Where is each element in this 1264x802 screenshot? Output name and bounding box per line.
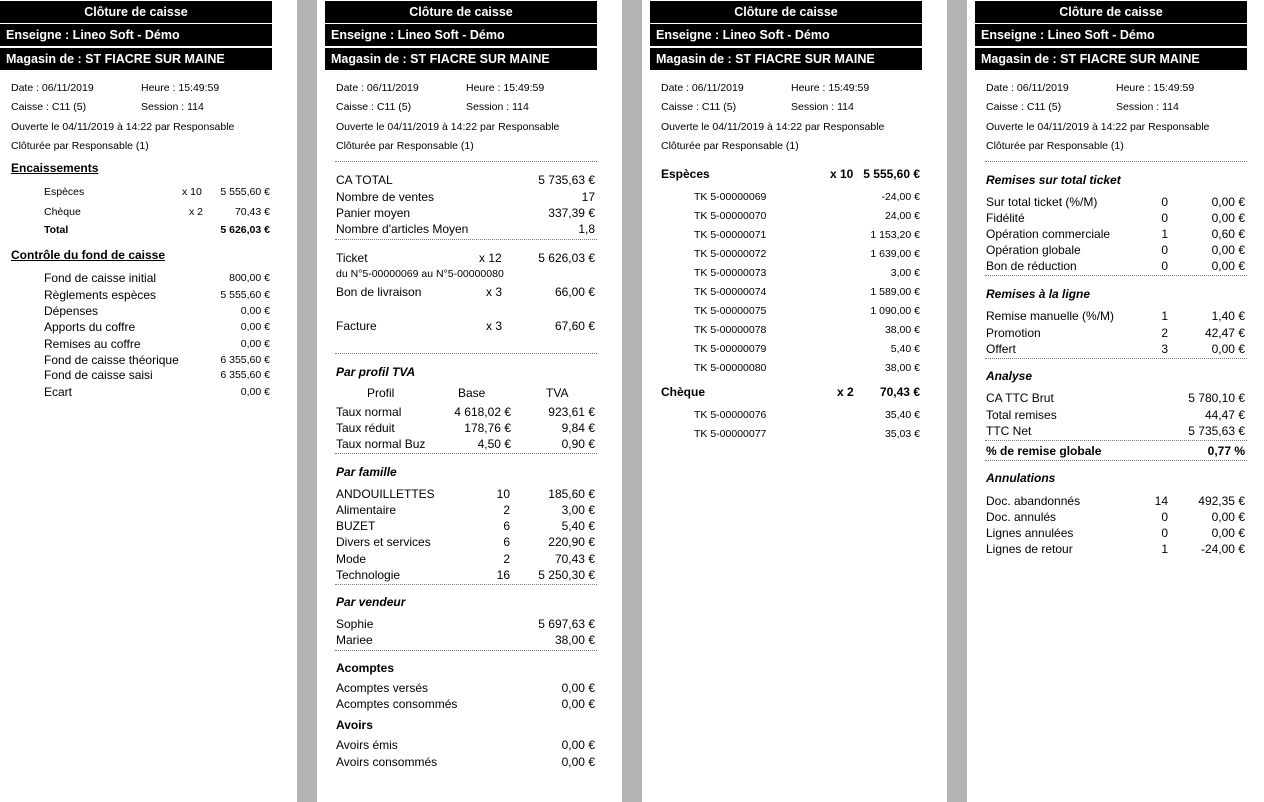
controle-label: Ecart [44, 385, 73, 399]
encaissement-value: 70,43 € [234, 206, 270, 218]
rtt-qty: 0 [1161, 243, 1168, 257]
cloturee-text: Clôturée par Responsable (1) [661, 140, 799, 152]
tva-header-tva: TVA [546, 386, 569, 400]
encaissement-count: x 10 [182, 186, 202, 198]
famille-label: Divers et services [336, 535, 431, 549]
famille-qty: 6 [503, 519, 510, 533]
summary-label: Nombre de ventes [336, 190, 435, 204]
annul-value: 492,35 € [1198, 494, 1245, 508]
summary-value: 1,8 [578, 222, 595, 236]
acomptes-label: Acomptes versés [336, 681, 429, 695]
tva-row-label: Taux réduit [336, 421, 395, 435]
annul-value: 0,00 € [1211, 526, 1245, 540]
ticket-ref: TK 5-00000076 [694, 409, 767, 421]
encaissements-heading: Encaissements [11, 161, 99, 175]
rtt-value: 0,00 € [1211, 259, 1245, 273]
famille-qty: 10 [496, 487, 510, 501]
cloturee-text: Clôturée par Responsable (1) [336, 140, 474, 152]
session-text: Session : 114 [791, 101, 854, 113]
summary-value: 17 [581, 190, 595, 204]
ticket-ref: TK 5-00000074 [694, 286, 767, 298]
analyse-label: TTC Net [986, 424, 1032, 438]
ticket-panel-1 [0, 0, 272, 802]
facture-label: Facture [336, 319, 377, 333]
rl-qty: 2 [1161, 326, 1168, 340]
controle-label: Remises au coffre [44, 337, 141, 351]
separator [335, 239, 597, 240]
encaissement-value: 5 555,60 € [220, 186, 270, 198]
famille-qty: 2 [503, 503, 510, 517]
annul-qty: 0 [1161, 510, 1168, 524]
avoirs-value: 0,00 € [561, 738, 595, 752]
tva-heading: Par profil TVA [336, 365, 416, 379]
date-text: Date : 06/11/2019 [336, 82, 419, 94]
controle-value: 5 555,60 € [220, 289, 270, 301]
cloturee-text: Clôturée par Responsable (1) [986, 140, 1124, 152]
separator [335, 161, 597, 162]
caisse-text: Caisse : C11 (5) [11, 101, 87, 113]
vendeur-value: 5 697,63 € [538, 617, 595, 631]
controle-heading: Contrôle du fond de caisse [11, 248, 166, 262]
panel-title: Clôture de caisse [650, 1, 922, 23]
cheque-label: Chèque [661, 385, 706, 399]
ticket-amount: 35,40 € [884, 409, 920, 421]
ouverte-text: Ouverte le 04/11/2019 à 14:22 par Responsable [11, 121, 235, 133]
panel-title: Clôture de caisse [325, 1, 597, 23]
facture-count: x 3 [486, 319, 503, 333]
rl-label: Offert [986, 342, 1016, 356]
ouverte-text: Ouverte le 04/11/2019 à 14:22 par Responsable [661, 121, 885, 133]
ticket-amount: 5,40 € [890, 343, 920, 355]
session-text: Session : 114 [1116, 101, 1179, 113]
ticket-ref: TK 5-00000072 [694, 248, 767, 260]
controle-value: 0,00 € [240, 321, 270, 333]
famille-value: 5 250,30 € [538, 568, 595, 582]
famille-qty: 2 [503, 552, 510, 566]
ticket-amount: 3,00 € [890, 267, 920, 279]
summary-label: CA TOTAL [336, 173, 393, 187]
acomptes-label: Acomptes consommés [336, 697, 458, 711]
panel-gutter [297, 0, 317, 802]
annul-qty: 14 [1154, 494, 1168, 508]
annul-label: Lignes de retour [986, 542, 1073, 556]
famille-label: BUZET [336, 519, 376, 533]
analyse-label: Total remises [986, 408, 1057, 422]
session-text: Session : 114 [141, 101, 204, 113]
separator [335, 453, 597, 454]
magasin-bar: Magasin de : ST FIACRE SUR MAINE [0, 48, 272, 70]
caisse-text: Caisse : C11 (5) [986, 101, 1062, 113]
enseigne-bar: Enseigne : Lineo Soft - Démo [650, 24, 922, 46]
rtt-qty: 0 [1161, 259, 1168, 273]
tva-row-tva: 0,90 € [561, 437, 595, 451]
heure-text: Heure : 15:49:59 [791, 82, 870, 94]
magasin-bar: Magasin de : ST FIACRE SUR MAINE [650, 48, 922, 70]
controle-label: Fond de caisse initial [44, 271, 157, 285]
avoirs-label: Avoirs émis [336, 738, 398, 752]
summary-label: Nombre d'articles Moyen [336, 222, 469, 236]
tva-row-label: Taux normal Buz [336, 437, 426, 451]
ticket-ref: TK 5-00000078 [694, 324, 767, 336]
heure-text: Heure : 15:49:59 [141, 82, 220, 94]
controle-value: 0,00 € [240, 338, 270, 350]
rtt-label: Bon de réduction [986, 259, 1077, 273]
tva-row-base: 178,76 € [464, 421, 511, 435]
session-text: Session : 114 [466, 101, 529, 113]
rl-value: 0,00 € [1211, 342, 1245, 356]
rl-value: 1,40 € [1211, 309, 1245, 323]
tva-row-label: Taux normal [336, 405, 402, 419]
date-text: Date : 06/11/2019 [11, 82, 94, 94]
avoirs-heading: Avoirs [336, 718, 373, 732]
remise-globale-label: % de remise globale [986, 444, 1102, 458]
annul-label: Lignes annulées [986, 526, 1074, 540]
tva-row-tva: 9,84 € [561, 421, 595, 435]
ticket-value: 5 626,03 € [538, 251, 595, 265]
separator [985, 358, 1247, 359]
ticket-ref: TK 5-00000071 [694, 229, 767, 241]
bl-label: Bon de livraison [336, 285, 422, 299]
total-label: Total [44, 224, 69, 236]
separator [335, 584, 597, 585]
tva-row-base: 4,50 € [477, 437, 511, 451]
ticket-amount: 24,00 € [884, 210, 920, 222]
ticket-amount: 1 090,00 € [870, 305, 920, 317]
ticket-count: x 12 [479, 251, 502, 265]
famille-qty: 16 [496, 568, 510, 582]
ticket-label: Ticket [336, 251, 368, 265]
controle-label: Fond de caisse théorique [44, 353, 179, 367]
caisse-text: Caisse : C11 (5) [336, 101, 412, 113]
famille-value: 5,40 € [561, 519, 595, 533]
vendeur-label: Mariee [336, 633, 373, 647]
ticket-amount: 1 639,00 € [870, 248, 920, 260]
famille-qty: 6 [503, 535, 510, 549]
analyse-value: 5 735,63 € [1188, 424, 1245, 438]
separator [335, 650, 597, 651]
ticket-ref: TK 5-00000069 [694, 191, 767, 203]
panel-title: Clôture de caisse [975, 1, 1247, 23]
panel-gutter [622, 0, 642, 802]
ouverte-text: Ouverte le 04/11/2019 à 14:22 par Responsable [336, 121, 560, 133]
summary-value: 5 735,63 € [538, 173, 595, 187]
ticket-amount: -24,00 € [881, 191, 920, 203]
especes-label: Espèces [661, 167, 710, 181]
avoirs-value: 0,00 € [561, 755, 595, 769]
cheque-value: 70,43 € [879, 385, 920, 399]
ticket-ref: TK 5-00000075 [694, 305, 767, 317]
summary-value: 337,39 € [548, 206, 595, 220]
rl-heading: Remises à la ligne [986, 287, 1091, 301]
tva-header-base: Base [458, 386, 486, 400]
enseigne-bar: Enseigne : Lineo Soft - Démo [975, 24, 1247, 46]
controle-label: Fond de caisse saisi [44, 368, 153, 382]
rl-qty: 1 [1161, 309, 1168, 323]
date-text: Date : 06/11/2019 [986, 82, 1069, 94]
tva-row-tva: 923,61 € [548, 405, 595, 419]
ticket-ref: TK 5-00000080 [694, 362, 767, 374]
annul-label: Doc. abandonnés [986, 494, 1081, 508]
rl-qty: 3 [1161, 342, 1168, 356]
ticket-amount: 1 153,20 € [870, 229, 920, 241]
rl-label: Promotion [986, 326, 1041, 340]
cheque-count: x 2 [837, 385, 854, 399]
ticket-amount: 1 589,00 € [870, 286, 920, 298]
encaissement-count: x 2 [189, 206, 204, 218]
annul-heading: Annulations [986, 471, 1056, 485]
acomptes-heading: Acomptes [336, 661, 395, 675]
rtt-label: Fidélité [986, 211, 1025, 225]
controle-value: 6 355,60 € [220, 369, 270, 381]
famille-label: Mode [336, 552, 367, 566]
annul-value: -24,00 € [1200, 542, 1245, 556]
acomptes-value: 0,00 € [561, 697, 595, 711]
controle-label: Règlements espèces [44, 288, 157, 302]
famille-label: Alimentaire [336, 503, 397, 517]
annul-qty: 0 [1161, 526, 1168, 540]
bl-count: x 3 [486, 285, 503, 299]
rtt-value: 0,00 € [1211, 211, 1245, 225]
rtt-heading: Remises sur total ticket [986, 173, 1121, 187]
ticket-ref: TK 5-00000077 [694, 428, 767, 440]
ticket-panel-3 [650, 0, 922, 802]
famille-value: 185,60 € [548, 487, 595, 501]
heure-text: Heure : 15:49:59 [1116, 82, 1195, 94]
rtt-label: Opération commerciale [986, 227, 1111, 241]
especes-value: 5 555,60 € [863, 167, 920, 181]
cloturee-text: Clôturée par Responsable (1) [11, 140, 149, 152]
bl-value: 66,00 € [554, 285, 595, 299]
analyse-label: CA TTC Brut [986, 391, 1054, 405]
encaissement-label: Espèces [44, 186, 85, 198]
controle-label: Dépenses [44, 304, 99, 318]
especes-count: x 10 [830, 167, 854, 181]
controle-value: 0,00 € [240, 305, 270, 317]
famille-value: 220,90 € [548, 535, 595, 549]
enseigne-bar: Enseigne : Lineo Soft - Démo [0, 24, 272, 46]
magasin-bar: Magasin de : ST FIACRE SUR MAINE [975, 48, 1247, 70]
ticket-range: du N°5-00000069 au N°5-00000080 [336, 268, 504, 280]
annul-value: 0,00 € [1211, 510, 1245, 524]
tva-row-base: 4 618,02 € [454, 405, 511, 419]
separator [985, 275, 1247, 276]
magasin-bar: Magasin de : ST FIACRE SUR MAINE [325, 48, 597, 70]
annul-qty: 1 [1161, 542, 1168, 556]
analyse-heading: Analyse [986, 369, 1033, 383]
separator [335, 353, 597, 354]
vendeur-heading: Par vendeur [336, 595, 406, 609]
ticket-amount: 38,00 € [884, 362, 920, 374]
acomptes-value: 0,00 € [561, 681, 595, 695]
panel-gutter [947, 0, 967, 802]
ticket-ref: TK 5-00000070 [694, 210, 767, 222]
famille-heading: Par famille [336, 465, 397, 479]
rl-label: Remise manuelle (%/M) [986, 309, 1115, 323]
separator [985, 161, 1247, 162]
rtt-qty: 0 [1161, 211, 1168, 225]
rtt-qty: 0 [1161, 195, 1168, 209]
ticket-amount: 35,03 € [884, 428, 920, 440]
ticket-panel-2 [325, 0, 597, 802]
rtt-label: Sur total ticket (%/M) [986, 195, 1098, 209]
annul-label: Doc. annulés [986, 510, 1057, 524]
summary-label: Panier moyen [336, 206, 411, 220]
rtt-label: Opération globale [986, 243, 1081, 257]
date-text: Date : 06/11/2019 [661, 82, 744, 94]
total-value: 5 626,03 € [220, 224, 270, 236]
vendeur-label: Sophie [336, 617, 374, 631]
caisse-text: Caisse : C11 (5) [661, 101, 737, 113]
analyse-value: 44,47 € [1204, 408, 1245, 422]
enseigne-bar: Enseigne : Lineo Soft - Démo [325, 24, 597, 46]
remise-globale-value: 0,77 % [1207, 444, 1245, 458]
rtt-qty: 1 [1161, 227, 1168, 241]
ticket-ref: TK 5-00000073 [694, 267, 767, 279]
famille-value: 3,00 € [561, 503, 595, 517]
rtt-value: 0,60 € [1211, 227, 1245, 241]
facture-value: 67,60 € [554, 319, 595, 333]
famille-label: Technologie [336, 568, 401, 582]
rtt-value: 0,00 € [1211, 195, 1245, 209]
separator [985, 440, 1247, 441]
analyse-value: 5 780,10 € [1188, 391, 1245, 405]
rl-value: 42,47 € [1204, 326, 1245, 340]
ouverte-text: Ouverte le 04/11/2019 à 14:22 par Responsable [986, 121, 1210, 133]
famille-label: ANDOUILLETTES [336, 487, 435, 501]
encaissement-label: Chèque [44, 206, 81, 218]
controle-value: 800,00 € [229, 272, 270, 284]
rtt-value: 0,00 € [1211, 243, 1245, 257]
panel-title: Clôture de caisse [0, 1, 272, 23]
ticket-ref: TK 5-00000079 [694, 343, 767, 355]
ticket-amount: 38,00 € [884, 324, 920, 336]
controle-value: 0,00 € [240, 386, 270, 398]
famille-value: 70,43 € [554, 552, 595, 566]
vendeur-value: 38,00 € [554, 633, 595, 647]
separator [985, 460, 1247, 461]
avoirs-label: Avoirs consommés [336, 755, 438, 769]
heure-text: Heure : 15:49:59 [466, 82, 545, 94]
controle-value: 6 355,60 € [220, 354, 270, 366]
controle-label: Apports du coffre [44, 320, 136, 334]
ticket-panel-4 [975, 0, 1247, 802]
tva-header-profil: Profil [367, 386, 395, 400]
